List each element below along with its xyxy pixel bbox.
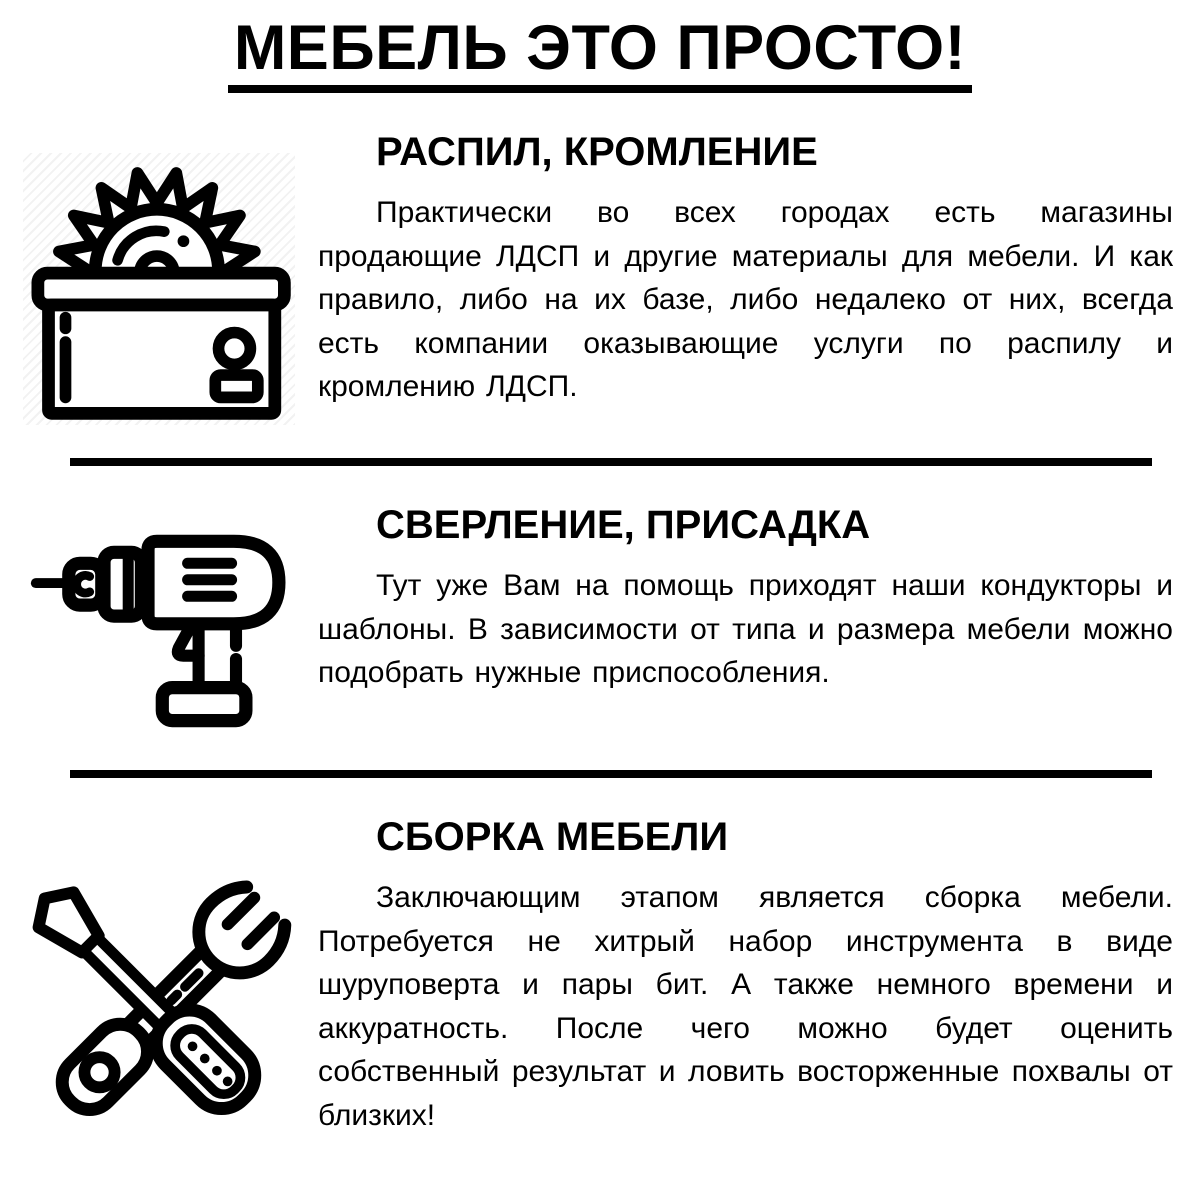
tools-icon-svg	[21, 864, 297, 1140]
title-block	[0, 0, 1200, 93]
section-body: Тут уже Вам на помощь приходят наши кондукторы и шаблоны. В зависимости от типа и размера мебели можно подобрать нужные приспособления.	[318, 569, 1173, 690]
section-divider	[70, 458, 1152, 466]
table-saw-icon	[23, 153, 295, 425]
wrench-shaft-dash-2	[171, 995, 177, 1001]
section-heading: СБОРКА МЕБЕЛИ	[376, 815, 729, 860]
section-cutting-icon-col	[0, 93, 318, 458]
section-heading: РАСПИЛ, КРОМЛЕНИЕ	[376, 130, 818, 175]
drill-icon-svg	[27, 527, 291, 736]
section-drilling	[0, 466, 1200, 770]
section-assembly-text-col	[318, 778, 1200, 1137]
drill-battery	[162, 687, 246, 720]
section-cutting-text-col	[318, 93, 1200, 409]
section-drilling-icon-col	[0, 466, 318, 770]
tools-icon	[21, 864, 297, 1140]
section-heading: СВЕРЛЕНИЕ, ПРИСАДКА	[376, 503, 871, 548]
section-drilling-text-col	[318, 466, 1200, 695]
section-assembly-icon-col	[0, 778, 318, 1200]
saw-blade-dot	[178, 235, 190, 247]
section-divider	[70, 770, 1152, 778]
section-body: Заключающим этапом является сборка мебели. Потребуется не хитрый набор инструмента в виде шуруповерта и пары бит. А также немного времени и аккуратность. После чего можно будет оценить собственный результат и ловить восторженные похвалы от близких!	[318, 881, 1173, 1132]
table-saw-icon-svg	[23, 153, 295, 425]
drill-icon	[27, 527, 291, 736]
section-assembly	[0, 778, 1200, 1200]
wrench-shaft-dash-1	[185, 973, 199, 987]
section-cutting	[0, 93, 1200, 458]
page-title: МЕБЕЛЬ ЭТО ПРОСТО!	[228, 14, 972, 93]
section-body: Практически во всех городах есть магазины продающие ЛДСП и другие материалы для мебели. И как правило, либо на их базе, либо недалеко от них, всегда есть компании оказывающие услуги по распилу и кромлению ЛДСП.	[318, 196, 1173, 404]
screwdriver-shaft	[84, 937, 174, 1027]
